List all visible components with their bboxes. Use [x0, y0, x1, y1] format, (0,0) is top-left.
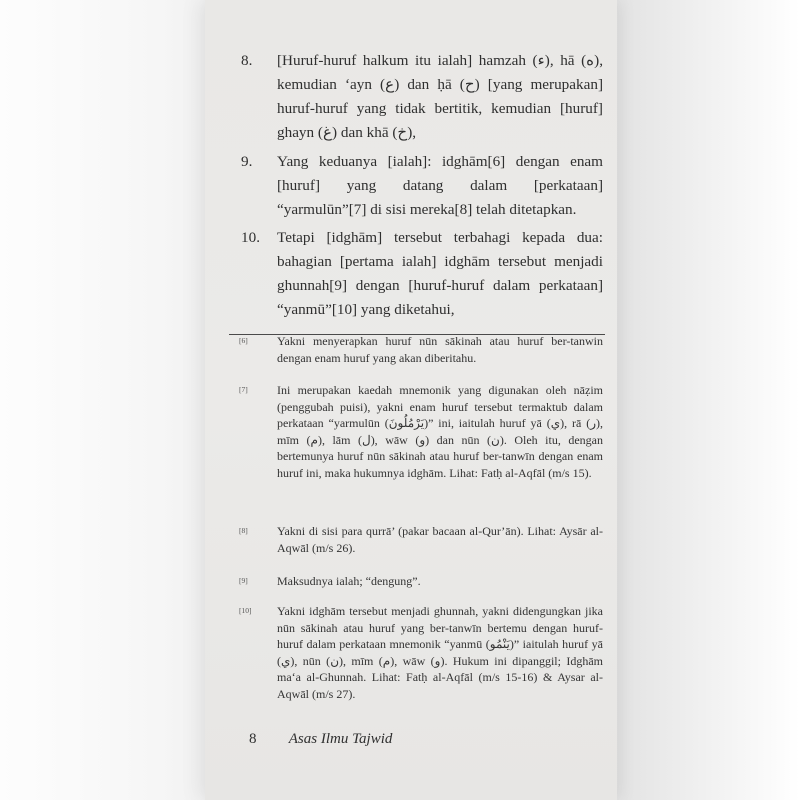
footnote-text: Yakni idghām tersebut menjadi ghunnah, yakni didengungkan jika nūn sākinah atau huruf yang ber-tanwīn bertemu dengan huruf-huruf dalam perkataan mnemonik “yanmū (يَنْمُو)” iaitulah huruf yā (ي), nūn (ن), mīm (م), wāw (و). Hukum ini dipanggil; Idghām ma‘a al-Ghunnah. Lihat: Fatḥ al-Aqfāl (m/s 15-16) & Aysar al-Aqwāl (m/s 27).: [277, 604, 603, 701]
footnote-7: [239, 382, 603, 481]
verse-text: Yang keduanya [ialah]: idghām[6] dengan enam [huruf] yang datang dalam [perkataan] “yarmulūn”[7] di sisi mereka[8] telah ditetapkan.: [277, 153, 603, 218]
page-number: 8: [249, 731, 257, 747]
verse-9: [241, 150, 603, 222]
book-title: Asas Ilmu Tajwid: [288, 731, 393, 747]
footnote-marker: [10]: [239, 606, 252, 615]
footnote-text: Ini merupakan kaedah mnemonik yang digunakan oleh nāẓim (penggubah puisi), yakni enam huruf tersebut termaktub dalam perkataan “yarmulūn (يَرْمُلُونَ)” ini, iaitulah huruf yā (ي), rā (ر), mīm (م), lām (ل), wāw (و) dan nūn (ن). Oleh itu, dengan bertemunya huruf nūn sākinah atau huruf ber-tanwīn dengan enam huruf ini, maka hukumnya idghām. Lihat: Fatḥ al-Aqfāl (m/s 15).: [277, 383, 603, 480]
footnote-text: Maksudnya ialah; “dengung”.: [277, 574, 421, 588]
footnote-10: [239, 603, 603, 702]
page-footer: [249, 731, 392, 748]
footnote-text: Yakni menyerapkan huruf nūn sākinah atau huruf ber-tanwin dengan enam huruf yang akan diberitahu.: [277, 334, 603, 365]
verse-10: [241, 226, 603, 322]
verse-text: Tetapi [idghām] tersebut terbahagi kepada dua: bahagian [pertama ialah] idghām tersebut menjadi ghunnah[9] dengan [huruf-huruf dalam perkataan] “yanmū”[10] yang diketahui,: [277, 229, 603, 318]
footnote-text: Yakni di sisi para qurrā’ (pakar bacaan al-Qur’ān). Lihat: Aysār al-Aqwāl (m/s 26).: [277, 524, 603, 555]
footnote-marker: [7]: [239, 385, 248, 394]
footnote-6: [239, 333, 603, 366]
footnote-marker: [6]: [239, 336, 248, 345]
verse-8: [241, 49, 603, 145]
footnote-marker: [9]: [239, 576, 248, 585]
footnote-8: [239, 523, 603, 556]
book-page: [205, 0, 617, 800]
verse-number: 10.: [241, 229, 260, 246]
footnote-marker: [8]: [239, 526, 248, 535]
verse-number: 8.: [241, 52, 253, 69]
verse-text: [Huruf-huruf halkum itu ialah] hamzah (ء), hā (ه), kemudian ‘ayn (ع) dan ḥā (ح) [yang merupakan] huruf-huruf yang tidak bertitik, kemudian [huruf] ghayn (غ) dan khā (خ),: [277, 52, 603, 141]
verse-number: 9.: [241, 153, 253, 170]
footnote-9: [239, 573, 603, 590]
